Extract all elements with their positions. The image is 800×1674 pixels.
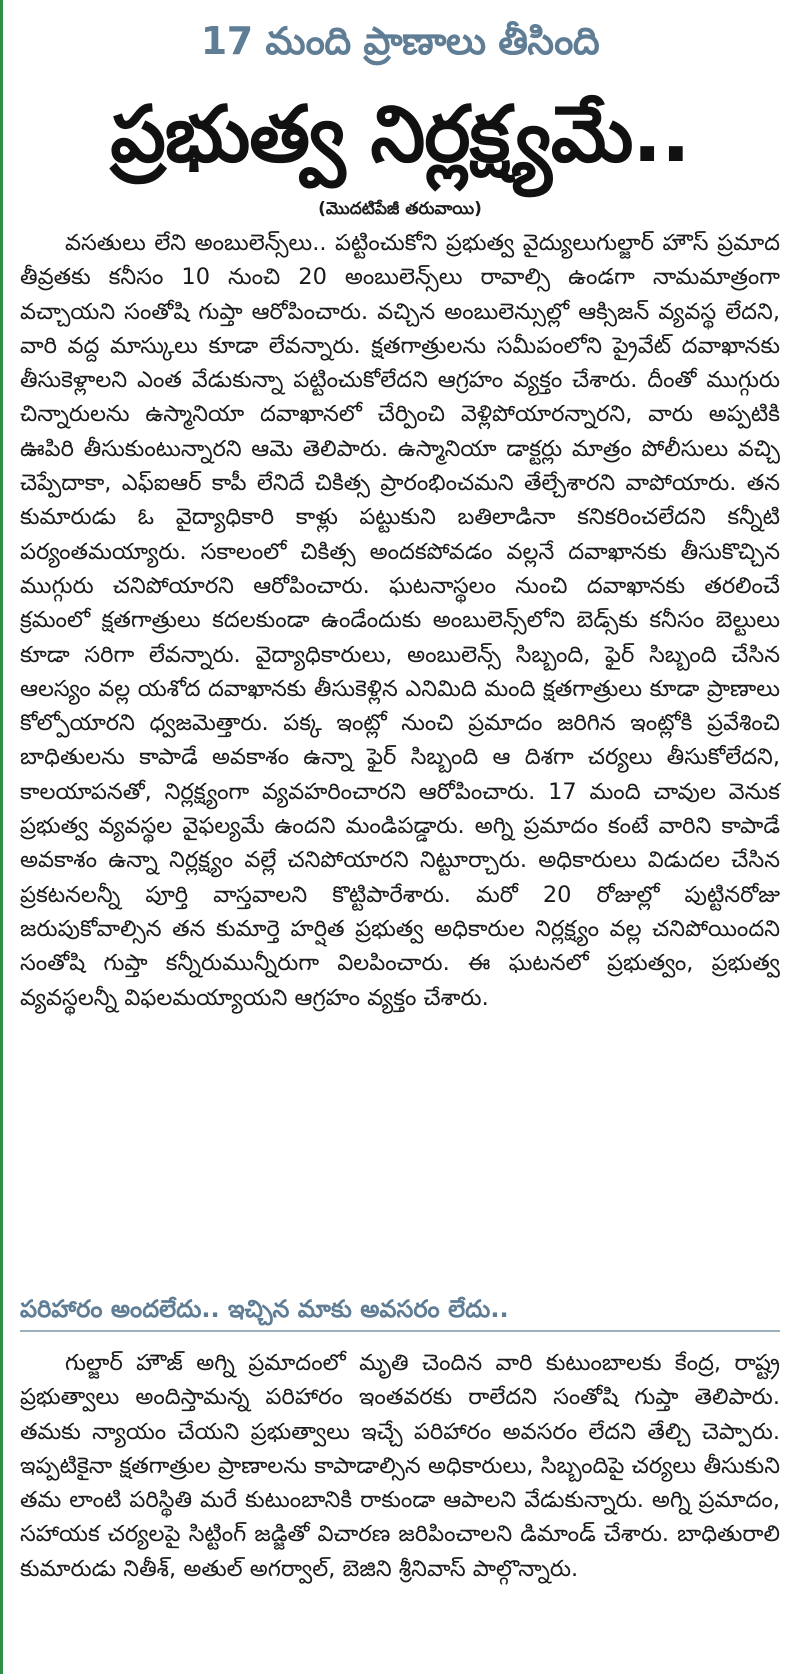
subheading-divider bbox=[20, 1330, 780, 1332]
article-paragraph-1: వసతులు లేని అంబులెన్స్‌లు.. పట్టించుకోని ప్రభుత్వ వైద్యులుగుల్జార్ హౌస్ ప్రమాద తీవ్రతకు కనీసం 10 నుంచి 20 అంబులెన్స్‌లు రావాల్సి ఉండగా నామమాత్రంగా వచ్చాయని సంతోషి గుప్తా ఆరోపించారు. వచ్చిన అంబులెన్సుల్లో ఆక్సిజన్ వ్యవస్థ లేదని, వారి వద్ద మాస్కులు కూడా లేవన్నారు. క్షతగాత్రులను సమీపంలోని ప్రైవేట్ దవాఖానకు తీసుకెళ్లాలని ఎంత వేడుకున్నా పట్టించుకోలేదని ఆగ్రహం వ్యక్తం చేశారు. దీంతో ముగ్గురు చిన్నారులను ఉస్మానియా దవాఖానలో చేర్పించి వెళ్లిపోయారన్నారని, వారు అప్పటికి ఊపిరి తీసుకుంటున్నారని ఆమె తెలిపారు. ఉస్మానియా డాక్టర్లు మాత్రం పోలీసులు వచ్చి చెప్పేదాకా, ఎఫ్ఐఆర్ కాపీ లేనిదే చికిత్స ప్రారంభించమని తేల్చేశారని వాపోయారు. తన కుమారుడు ఓ వైద్యాధికారి కాళ్లు పట్టుకుని బతిలాడినా కనికరించలేదని కన్నీటి పర్యంతమయ్యారు. సకాలంలో చికిత్స అందకపోవడం వల్లనే దవాఖానకు తీసుకొచ్చిన ముగ్గురు చనిపోయారని ఆరోపించారు. ఘటనాస్థలం నుంచి దవాఖానకు తరలించే క్రమంలో క్షతగాత్రులు కదలకుండా ఉండేందుకు అంబులెన్స్‌లోని బెడ్స్‌కు కనీసం బెల్టులు కూడా సరిగా లేవన్నారు. వైద్యాధికారులు, అంబులెన్స్ సిబ్బంది, ఫైర్ సిబ్బంది చేసిన ఆలస్యం వల్ల యశోద దవాఖానకు తీసుకెళ్లిన ఎనిమిది మంది క్షతగాత్రులు కూడా ప్రాణాలు కోల్పోయారని ధ్వజమెత్తారు. పక్క ఇంట్లో నుంచి ప్రమాదం జరిగిన ఇంట్లోకి ప్రవేశించి బాధితులను కాపాడే అవకాశం ఉన్నా ఫైర్ సిబ్బంది ఆ దిశగా చర్యలు తీసుకోలేదని, కాలయాపనతో, నిర్లక్ష్యంగా వ్యవహరించారని ఆరోపించారు. 17 మంది చావుల వెనుక ప్రభుత్వ వ్యవస్థల వైఫల్యమే ఉందని మండిపడ్డారు. అగ్ని ప్రమాదం కంటే వారిని కాపాడే అవకాశం ఉన్నా నిర్లక్ష్యం వల్లే చనిపోయారని నిట్టూర్చారు. అధికారులు విడుదల చేసిన ప్రకటనలన్నీ పూర్తి వాస్తవాలని కొట్టిపారేశారు. మరో 20 రోజుల్లో పుట్టినరోజు జరుపుకోవాల్సిన తన కుమార్తె హర్షిత ప్రభుత్వ అధికారుల నిర్లక్ష్యం వల్ల చనిపోయిందని సంతోషి గుప్తా కన్నీరుమున్నీరుగా విలపించారు. ఈ ఘటనలో ప్రభుత్వం, ప్రభుత్వ వ్యవస్థలన్నీ విఫలమయ్యాయని ఆగ్రహం వ్యక్తం చేశారు. bbox=[20, 230, 780, 1011]
article-paragraph-2: గుల్జార్ హౌజ్ అగ్ని ప్రమాదంలో మృతి చెందిన వారి కుటుంబాలకు కేంద్ర, రాష్ట్ర ప్రభుత్వాలు అందిస్తామన్న పరిహారం ఇంతవరకు రాలేదని సంతోషి గుప్తా తెలిపారు. తమకు న్యాయం చేయని ప్రభుత్వాలు ఇచ్చే పరిహారం అవసరం లేదని తేల్చి చెప్పారు. ఇప్పటికైనా క్షతగాత్రుల ప్రాణాలను కాపాడాల్సిన అధికారులు, సిబ్బందిపై చర్యలు తీసుకుని తమ లాంటి పరిస్థితి మరే కుటుంబానికి రాకుండా ఆపాలని వేడుకున్నారు. అగ్ని ప్రమాదం, సహాయక చర్యలపై సిట్టింగ్ జడ్జితో విచారణ జరిపించాలని డిమాండ్ చేశారు. బాధితురాలి కుమారుడు నితీశ్, అతుల్ అగర్వాల్, బెజిని శ్రీనివాస్ పాల్గొన్నారు. bbox=[20, 1350, 780, 1582]
article-headline: ప్రభుత్వ నిర్లక్ష్యమే.. bbox=[110, 90, 690, 180]
continued-from-front-page-note: (మొదటిపేజీ తరువాయి) bbox=[318, 199, 482, 219]
article-kicker: 17 మంది ప్రాణాలు తీసింది bbox=[200, 19, 600, 63]
article-subheading: పరిహారం అందలేదు.. ఇచ్చిన మాకు అవసరం లేదు.. bbox=[20, 1295, 509, 1323]
left-margin-rule bbox=[0, 0, 3, 1674]
